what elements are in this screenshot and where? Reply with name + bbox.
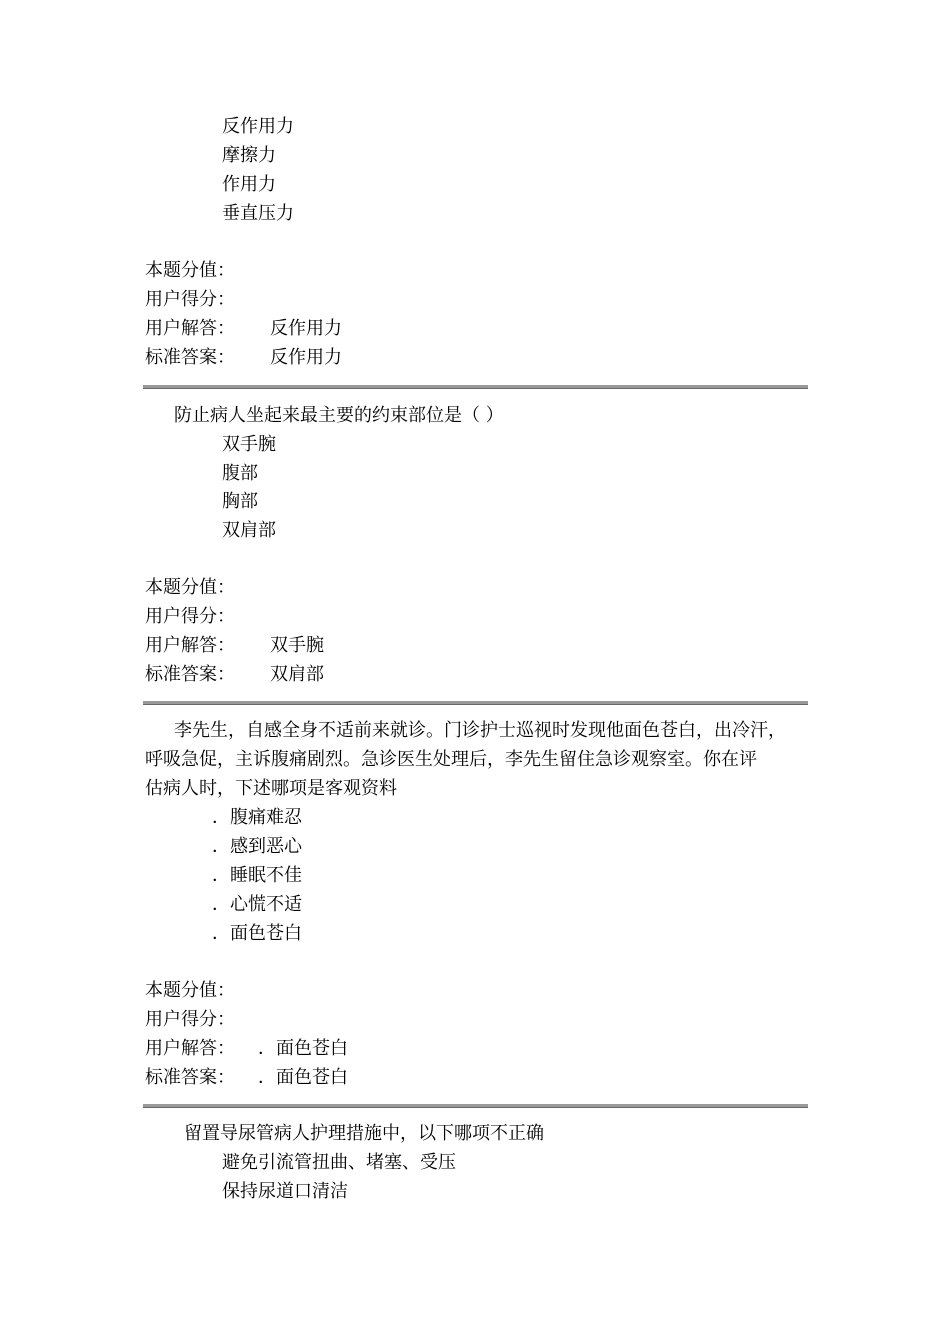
q3-score-value-label: 本题分值： bbox=[145, 980, 235, 1001]
q4-stem: 留置导尿管病人护理措施中，以下哪项不正确 bbox=[184, 1123, 544, 1144]
q2-user-answer: 双手腕 bbox=[270, 635, 324, 656]
q3-stem-line-1: 李先生，自感全身不适前来就诊。门诊护士巡视时发现他面色苍白，出冷汗， bbox=[174, 720, 786, 741]
q2-option-4: 双肩部 bbox=[222, 520, 276, 541]
q3-user-score-label: 用户得分： bbox=[145, 1009, 235, 1030]
q3-option-2: ．感到恶心 bbox=[212, 836, 302, 857]
q3-option-3: ．睡眠不佳 bbox=[212, 865, 302, 886]
q3-standard-answer-label: 标准答案： bbox=[145, 1067, 235, 1088]
divider bbox=[143, 1104, 808, 1108]
q1-user-score-label: 用户得分： bbox=[145, 289, 235, 310]
q2-option-2: 腹部 bbox=[222, 463, 258, 484]
q2-standard-answer-label: 标准答案： bbox=[145, 664, 235, 685]
divider bbox=[143, 385, 808, 389]
q4-option-1: 避免引流管扭曲、堵塞、受压 bbox=[222, 1152, 456, 1173]
q3-stem-line-3: 估病人时，下述哪项是客观资料 bbox=[145, 778, 397, 799]
q2-option-3: 胸部 bbox=[222, 491, 258, 512]
q2-option-1: 双手腕 bbox=[222, 434, 276, 455]
divider bbox=[143, 701, 808, 705]
q1-standard-answer: 反作用力 bbox=[270, 347, 342, 368]
q1-option-1: 反作用力 bbox=[222, 116, 294, 137]
q3-option-1: ．腹痛难忍 bbox=[212, 807, 302, 828]
q2-user-score-label: 用户得分： bbox=[145, 606, 235, 627]
q1-option-2: 摩擦力 bbox=[222, 145, 276, 166]
q2-standard-answer: 双肩部 bbox=[270, 664, 324, 685]
q4-option-2: 保持尿道口清洁 bbox=[222, 1181, 348, 1202]
q2-user-answer-label: 用户解答： bbox=[145, 635, 235, 656]
q2-stem: 防止病人坐起来最主要的约束部位是（ ） bbox=[174, 405, 504, 426]
q1-standard-answer-label: 标准答案： bbox=[145, 347, 235, 368]
q3-option-4: ．心慌不适 bbox=[212, 894, 302, 915]
q1-score-value-label: 本题分值： bbox=[145, 260, 235, 281]
q3-user-answer-label: 用户解答： bbox=[145, 1038, 235, 1059]
q1-user-answer-label: 用户解答： bbox=[145, 318, 235, 339]
q3-user-answer: ．面色苍白 bbox=[258, 1038, 348, 1059]
q3-stem-line-2: 呼吸急促，主诉腹痛剧烈。急诊医生处理后，李先生留住急诊观察室。你在评 bbox=[145, 749, 757, 770]
q3-option-5: ．面色苍白 bbox=[212, 923, 302, 944]
q1-user-answer: 反作用力 bbox=[270, 318, 342, 339]
q3-standard-answer: ．面色苍白 bbox=[258, 1067, 348, 1088]
q1-option-3: 作用力 bbox=[222, 174, 276, 195]
q2-score-value-label: 本题分值： bbox=[145, 577, 235, 598]
q1-option-4: 垂直压力 bbox=[222, 203, 294, 224]
